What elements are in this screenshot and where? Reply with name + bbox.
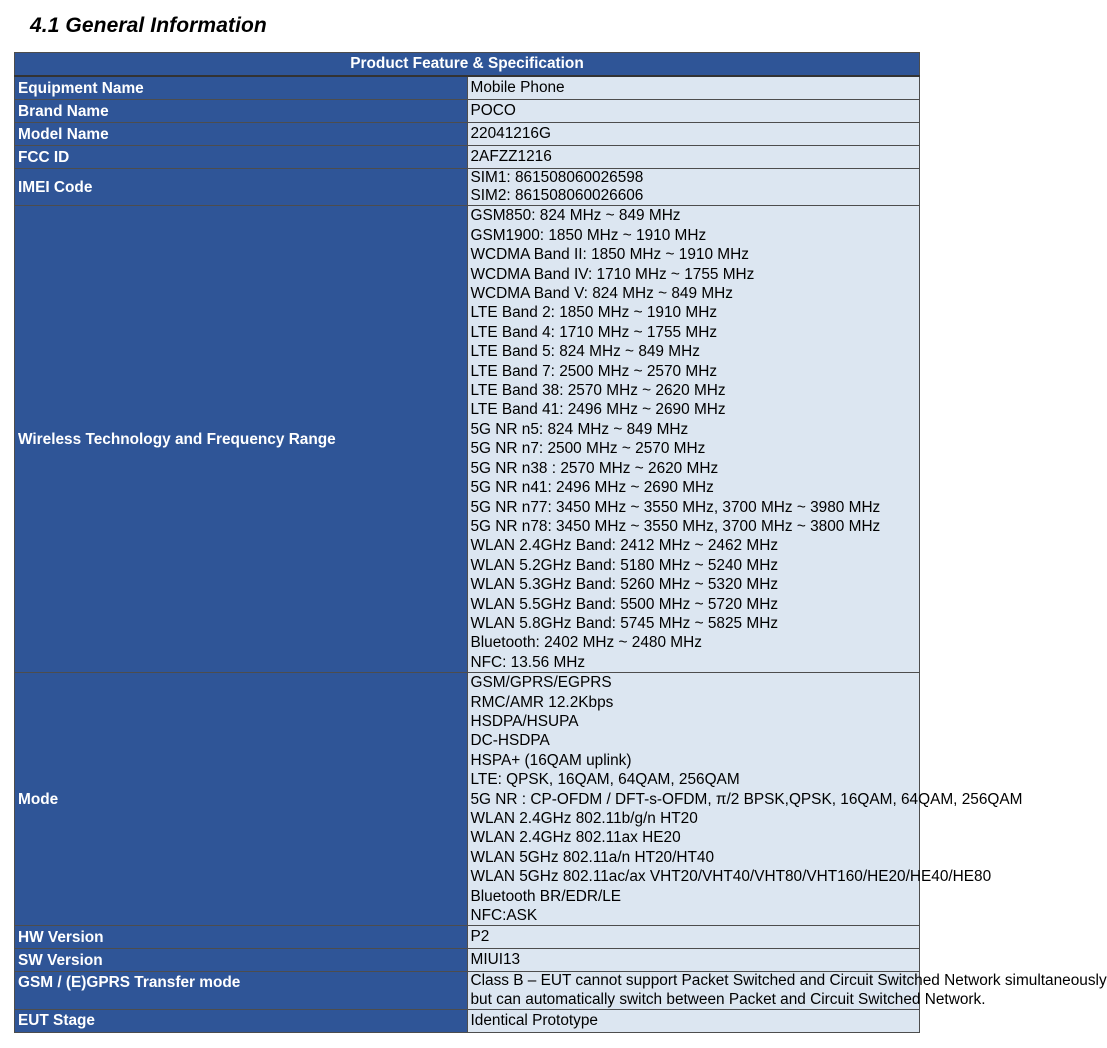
value-line: SIM1: 861508060026598 [470, 169, 644, 186]
value-line: 5G NR n78: 3450 MHz ~ 3550 MHz, 3700 MHz ~ 3800 MHz [470, 517, 881, 535]
row-value-model-name: 22041216G [467, 123, 920, 146]
value-line: 5G NR n38 : 2570 MHz ~ 2620 MHz [470, 459, 719, 477]
value-line: 5G NR n7: 2500 MHz ~ 2570 MHz [470, 440, 706, 458]
value-line: WLAN 2.4GHz Band: 2412 MHz ~ 2462 MHz [470, 537, 779, 555]
row-label-eut-stage: EUT Stage [15, 1009, 468, 1032]
value-line: LTE: QPSK, 16QAM, 64QAM, 256QAM [470, 771, 740, 789]
row-label-equipment-name: Equipment Name [15, 76, 468, 100]
row-label-transfer-mode: GSM / (E)GPRS Transfer mode [15, 972, 468, 1009]
row-label-sw-version: SW Version [15, 949, 468, 972]
table-row [15, 76, 920, 100]
value-line: Bluetooth: 2402 MHz ~ 2480 MHz [470, 634, 702, 652]
value-line: GSM850: 824 MHz ~ 849 MHz [470, 207, 681, 225]
table-row [15, 123, 920, 146]
value-line: WCDMA Band IV: 1710 MHz ~ 1755 MHz [470, 265, 755, 283]
value-line: HSDPA/HSUPA [470, 712, 579, 730]
value-line: WLAN 5.8GHz Band: 5745 MHz ~ 5825 MHz [470, 614, 779, 632]
table-row [15, 169, 920, 206]
value-line: but can automatically switch between Packet and Circuit Switched Network. [470, 990, 986, 1008]
table-row [15, 949, 920, 972]
table-row [15, 926, 920, 949]
value-line: WCDMA Band II: 1850 MHz ~ 1910 MHz [470, 246, 749, 264]
value-line: SIM2: 861508060026606 [470, 187, 644, 205]
value-line: 5G NR n5: 824 MHz ~ 849 MHz [470, 420, 689, 438]
row-label-imei-code: IMEI Code [15, 169, 468, 206]
table-row [15, 206, 920, 673]
row-value-mode [467, 673, 1023, 926]
row-label-mode: Mode [15, 673, 468, 926]
table-row [15, 972, 920, 1009]
row-label-brand-name: Brand Name [15, 100, 468, 123]
value-line: Class B – EUT cannot support Packet Switched and Circuit Switched Network simultaneously [470, 972, 1107, 990]
row-value-equipment-name: Mobile Phone [467, 76, 920, 100]
row-value-wireless [467, 206, 920, 673]
table-row [15, 146, 920, 169]
value-line: LTE Band 41: 2496 MHz ~ 2690 MHz [470, 401, 726, 419]
value-line: HSPA+ (16QAM uplink) [470, 751, 632, 769]
value-line: NFC: 13.56 MHz [470, 653, 586, 671]
table-row [15, 100, 920, 123]
value-line: GSM/GPRS/EGPRS [470, 674, 612, 692]
value-line: DC-HSDPA [470, 732, 550, 750]
value-line: WLAN 5.2GHz Band: 5180 MHz ~ 5240 MHz [470, 556, 779, 574]
table-title: Product Feature & Specification [15, 53, 920, 77]
value-line: Bluetooth BR/EDR/LE [470, 887, 622, 905]
value-line: LTE Band 7: 2500 MHz ~ 2570 MHz [470, 362, 718, 380]
row-value-eut-stage: Identical Prototype [467, 1009, 920, 1032]
row-value-imei-code [467, 169, 920, 206]
row-value-transfer-mode [467, 972, 1107, 1009]
value-line: WLAN 5.5GHz Band: 5500 MHz ~ 5720 MHz [470, 595, 779, 613]
row-label-fcc-id: FCC ID [15, 146, 468, 169]
value-line: 5G NR : CP-OFDM / DFT-s-OFDM, π/2 BPSK,QPSK, 16QAM, 64QAM, 256QAM [470, 790, 1023, 808]
value-line: WCDMA Band V: 824 MHz ~ 849 MHz [470, 285, 733, 303]
value-line: LTE Band 4: 1710 MHz ~ 1755 MHz [470, 323, 718, 341]
section-heading: 4.1 General Information [30, 14, 267, 37]
value-line: NFC:ASK [470, 907, 538, 925]
row-label-wireless: Wireless Technology and Frequency Range [15, 206, 468, 673]
value-line: LTE Band 2: 1850 MHz ~ 1910 MHz [470, 304, 718, 322]
value-line: WLAN 5.3GHz Band: 5260 MHz ~ 5320 MHz [470, 576, 779, 594]
value-line: 5G NR n41: 2496 MHz ~ 2690 MHz [470, 479, 714, 497]
value-line: WLAN 5GHz 802.11a/n HT20/HT40 [470, 848, 715, 866]
value-line: RMC/AMR 12.2Kbps [470, 693, 614, 711]
value-line: GSM1900: 1850 MHz ~ 1910 MHz [470, 226, 707, 244]
value-line: LTE Band 5: 824 MHz ~ 849 MHz [470, 343, 700, 361]
value-line: WLAN 5GHz 802.11ac/ax VHT20/VHT40/VHT80/VHT160/HE20/HE40/HE80 [470, 868, 992, 886]
value-line: WLAN 2.4GHz 802.11ax HE20 [470, 829, 681, 847]
value-line: LTE Band 38: 2570 MHz ~ 2620 MHz [470, 382, 726, 400]
value-line: 5G NR n77: 3450 MHz ~ 3550 MHz, 3700 MHz ~ 3980 MHz [470, 498, 881, 516]
row-value-sw-version: MIUI13 [467, 949, 920, 972]
row-label-model-name: Model Name [15, 123, 468, 146]
table-title-row [15, 53, 920, 77]
table-row [15, 673, 920, 926]
row-value-fcc-id: 2AFZZ1216 [467, 146, 920, 169]
row-value-brand-name: POCO [467, 100, 920, 123]
row-value-hw-version: P2 [467, 926, 920, 949]
spec-table [14, 52, 1107, 1033]
row-label-hw-version: HW Version [15, 926, 468, 949]
table-row [15, 1009, 920, 1032]
value-line: WLAN 2.4GHz 802.11b/g/n HT20 [470, 810, 698, 827]
